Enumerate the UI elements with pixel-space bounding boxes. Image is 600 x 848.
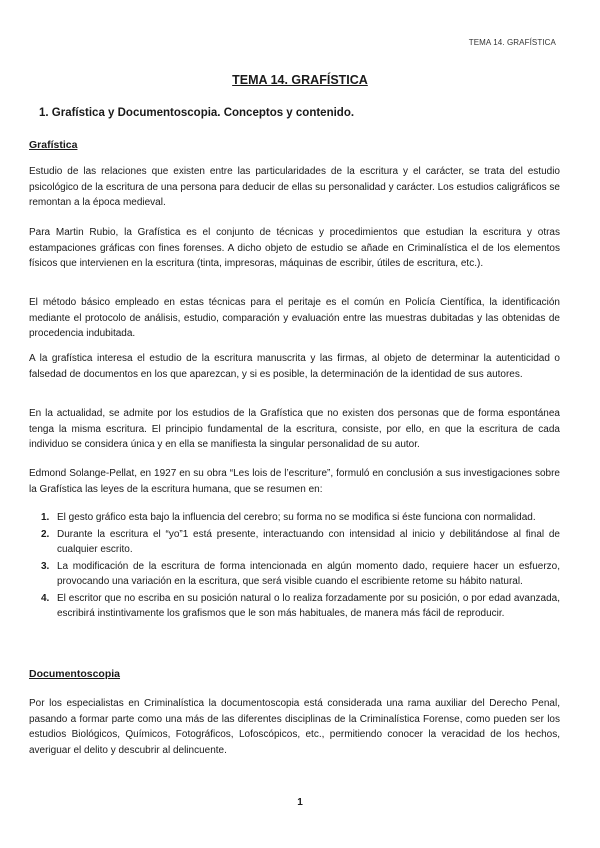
page-number: 1 [297, 797, 303, 808]
list-item [29, 591, 560, 622]
paragraph-definition: Estudio de las relaciones que existen entre las particularidades de la escritura y el carácter, se trata del estudio psicológico de la escritura de una persona para deducir de ellas su personalidad y carácter. Los estudios caligráficos se remontan a la época medieval. [29, 166, 560, 208]
list-item-number: 4. [41, 592, 50, 604]
section-heading: 1. Grafística y Documentoscopia. Conceptos y contenido. [39, 107, 355, 119]
running-header: TEMA 14. GRAFÍSTICA [468, 38, 556, 47]
paragraph-interest: A la grafística interesa el estudio de la escritura manuscrita y las firmas, al objeto de determinar la autenticidad o falsedad de documentos en los que aparezcan, y si es posible, la determinación de la identidad de sus autores. [29, 353, 560, 380]
paragraph-documentoscopia: Por los especialistas en Criminalística la documentoscopia está considerada una rama auxiliar del Derecho Penal, pasando a formar parte como una más de las diferentes disciplinas de la Criminalística Forense, como pueden ser los estudios Biológicos, Químicos, Fotográficos, Lofoscópicos, etc., permitiendo conocer la veracidad de los hechos, averiguar el delito y descubrir al delincuente. [29, 698, 560, 756]
list-item-text: La modificación de la escritura de forma intencionada en algún momento dado, requiere hacer un esfuerzo, provocando una variación en la escritura, que será visible cuando el escribiente retome su hábito natural. [57, 560, 560, 587]
list-item-number: 2. [41, 528, 50, 540]
subheading-grafistica: Grafística [29, 139, 78, 151]
list-item-text: El escritor que no escriba en su posición natural o lo realiza forzadamente por su posición, o por edad avanzada, escribirá instintivamente los grafismos que le son más habituales, de manera más fácil de reproducir. [57, 592, 560, 619]
page-title: TEMA 14. GRAFÍSTICA [232, 73, 368, 87]
list-item-text: El gesto gráfico esta bajo la influencia del cerebro; su forma no se modifica si éste funciona con normalidad. [57, 512, 536, 523]
list-item-number: 1. [41, 512, 50, 523]
paragraph-martin-rubio: Para Martin Rubio, la Grafística es el conjunto de técnicas y procedimientos que estudian la escritura y otras estampaciones gráficas con fines forenses. A dicho objeto de estudio se añade en Criminalística el de los elementos físicos que intervienen en la escritura (tinta, impresoras, máquinas de escribir, útiles de escritura, etc.). [29, 227, 560, 269]
list-item [29, 527, 560, 558]
paragraph-actualidad: En la actualidad, se admite por los estudios de la Grafística que no existen dos personas que de forma espontánea tenga la misma escritura. El principio fundamental de la escritura, consiste, por ello, en que la escritura de cada individuo se considera única y en ella se manifiesta la singular personalidad de su autor. [29, 408, 560, 450]
laws-list [29, 510, 560, 623]
paragraph-solange-pellat: Edmond Solange-Pellat, en 1927 en su obra “Les lois de l’escriture”, formuló en conclusión a sus investigaciones sobre la Grafística las leyes de la escritura humana, que se resumen en: [29, 468, 560, 495]
list-item-number: 3. [41, 560, 50, 572]
list-item-text: Durante la escritura el “yo”1 está presente, interactuando con intensidad al inicio y debilitándose al final de cualquier escrito. [57, 528, 560, 555]
subheading-documentoscopia: Documentoscopia [29, 668, 121, 680]
list-item [29, 559, 560, 590]
list-item [29, 510, 560, 526]
paragraph-method: El método básico empleado en estas técnicas para el peritaje es el común en Policía Científica, la identificación mediante el protocolo de análisis, estudio, comparación y evaluación entre las muestras dubitadas y las obtenidas de procedencia indubitada. [29, 297, 560, 339]
